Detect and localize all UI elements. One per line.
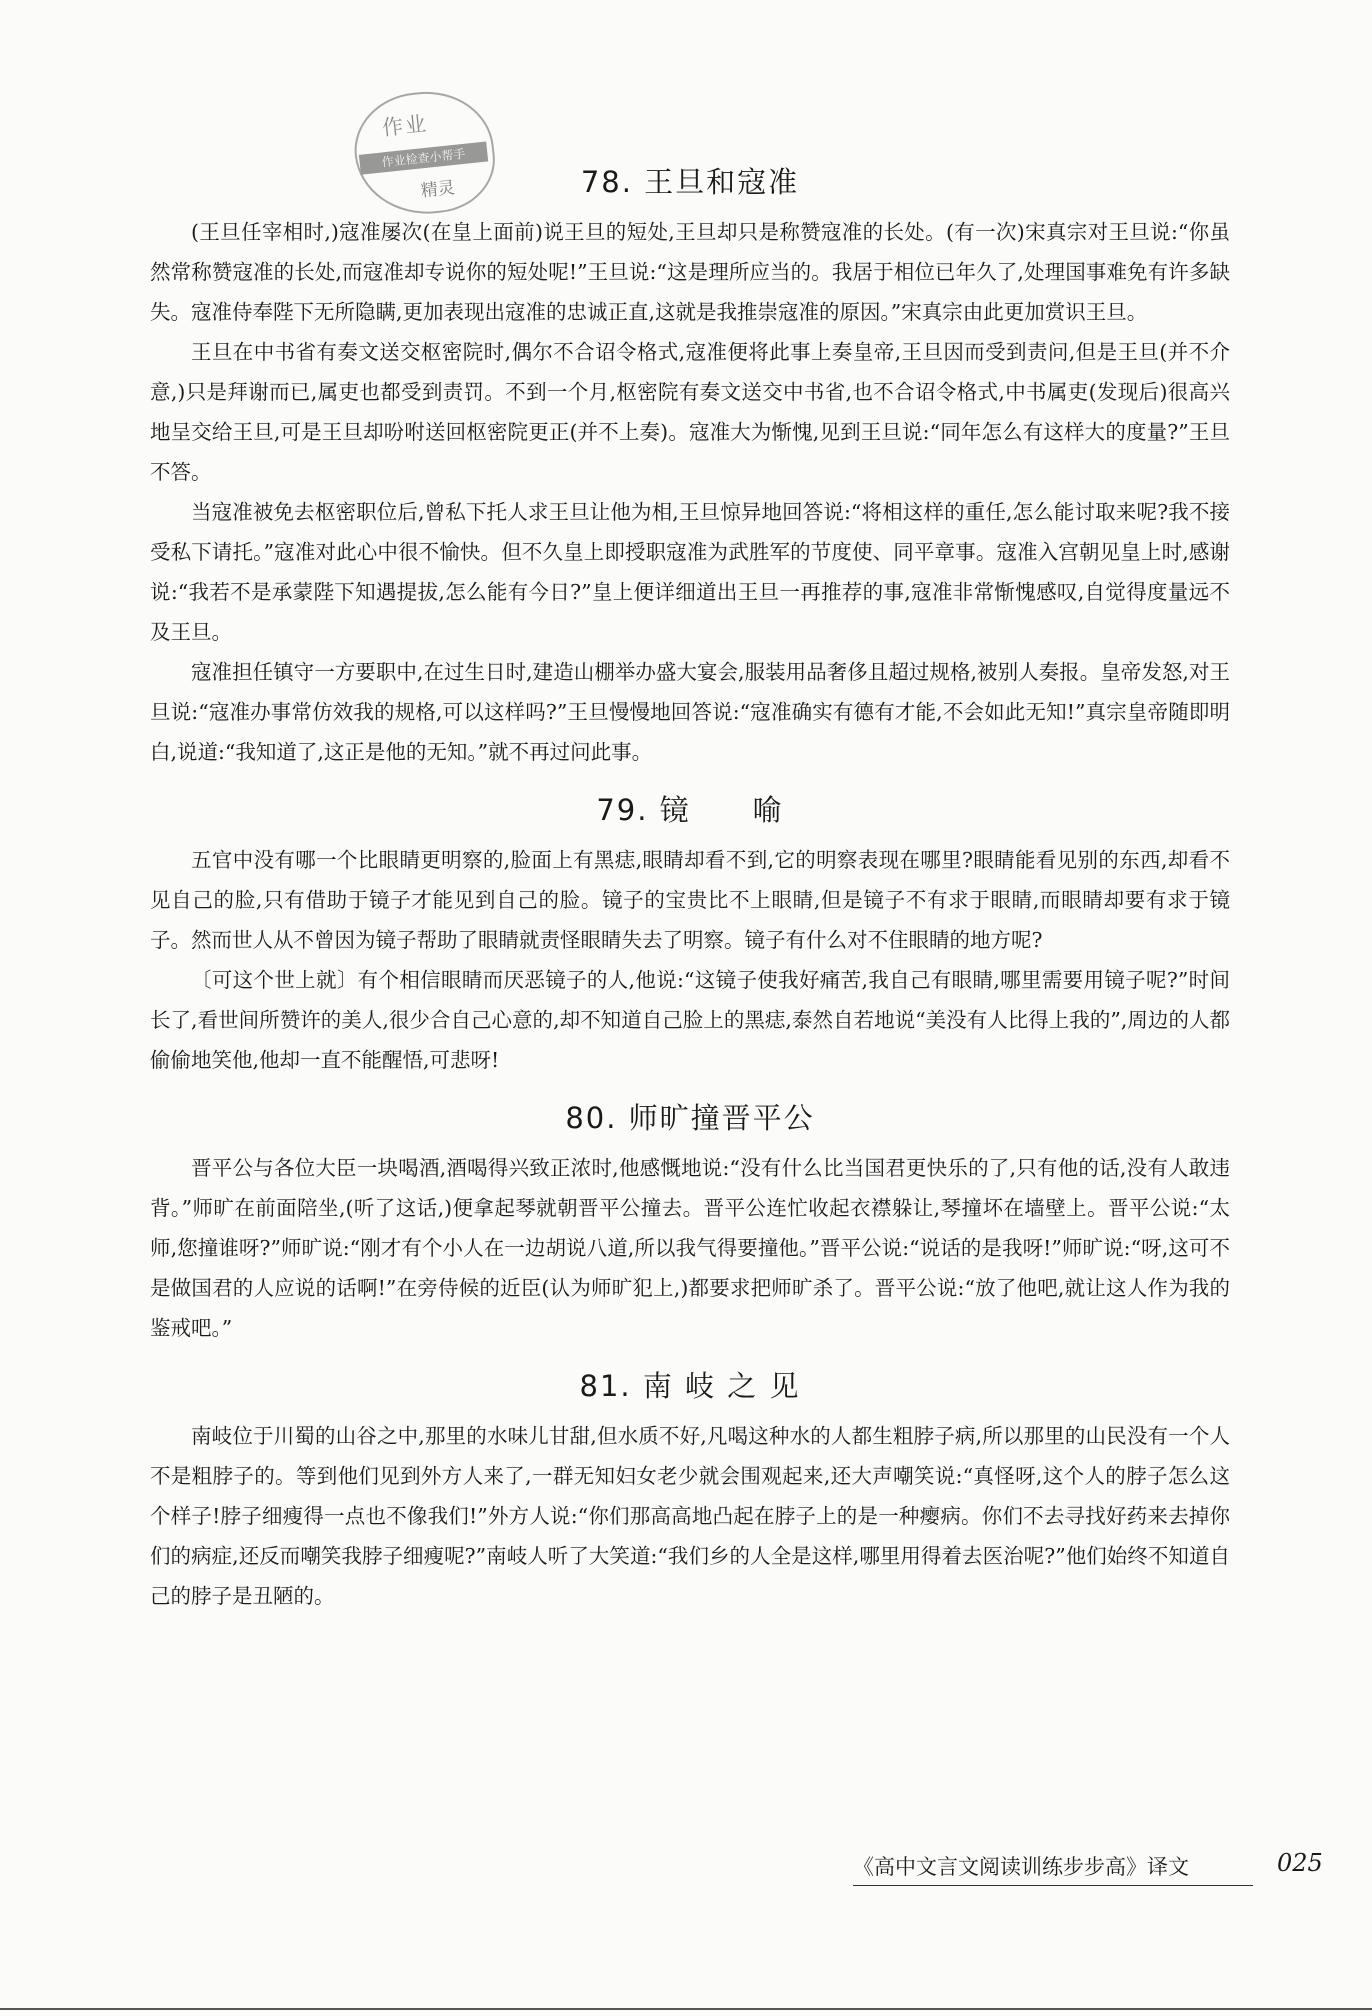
paragraph: 五官中没有哪一个比眼睛更明察的,脸面上有黑痣,眼睛却看不到,它的明察表现在哪里?眼睛能看见别的东西,却看不见自己的脸,只有借助于镜子才能见到自己的脸。镜子的宝贵比不上眼睛,但是镜子不有求于眼睛,而眼睛却要有求于镜子。然而世人从不曾因为镜子帮助了眼睛就责怪眼睛失去了明察。镜子有什么对不住眼睛的地方呢? [150,848,1230,952]
footer-rule [853,1885,1253,1886]
section-79 [150,780,1230,1080]
page-bottom-rule [0,2008,1372,2010]
paragraph: 晋平公与各位大臣一块喝酒,酒喝得兴致正浓时,他感慨地说:“没有什么比当国君更快乐的了,只有他的话,没有人敢违背。”师旷在前面陪坐,(听了这话,)便拿起琴就朝晋平公撞去。晋平公连忙收起衣襟躲让,琴撞坏在墙壁上。晋平公说:“太师,您撞谁呀?”师旷说:“刚才有个小人在一边胡说八道,所以我气得要撞他。”晋平公说:“说话的是我呀!”师旷说:“呀,这可不是做国君的人应说的话啊!”在旁侍候的近臣(认为师旷犯上,)都要求把师旷杀了。晋平公说:“放了他吧,就让这人作为我的鉴戒吧。” [150,1156,1230,1340]
section-78 [150,152,1230,772]
stamp-top-text: 作业 [380,111,430,141]
paragraph: 当寇准被免去枢密职位后,曾私下托人求王旦让他为相,王旦惊异地回答说:“将相这样的重任,怎么能讨取来呢?我不接受私下请托。”寇准对此心中很不愉快。但不久皇上即授职寇准为武胜军的节度使、同平章事。寇准入宫朝见皇上时,感谢说:“我若不是承蒙陛下知遇提拔,怎么能有今日?”皇上便详细道出王旦一再推荐的事,寇准非常惭愧感叹,自觉得度量远不及王旦。 [150,500,1230,644]
section-title: 81. 南 岐 之 见 [579,1369,801,1403]
stamp-middle-text: 作业检查小帮手 [359,141,488,174]
paragraph: 王旦在中书省有奏文送交枢密院时,偶尔不合诏令格式,寇准便将此事上奏皇帝,王旦因而受到责问,但是王旦(并不介意,)只是拜谢而已,属吏也都受到责罚。不到一个月,枢密院有奏文送交中书省,也不合诏令格式,中书属吏(发现后)很高兴地呈交给王旦,可是王旦却吩咐送回枢密院更正(并不上奏)。寇准大为惭愧,见到王旦说:“同年怎么有这样大的度量?”王旦不答。 [150,340,1230,484]
section-80 [150,1088,1230,1348]
paragraph: 〔可这个世上就〕有个相信眼睛而厌恶镜子的人,他说:“这镜子使我好痛苦,我自己有眼睛,哪里需要用镜子呢?”时间长了,看世间所赞许的美人,很少合自己心意的,却不知道自己脸上的黑痣,泰然自若地说“美没有人比得上我的”,周边的人都偷偷地笑他,他却一直不能醒悟,可悲呀! [150,968,1230,1072]
section-title: 80. 师旷撞晋平公 [565,1101,815,1135]
section-title: 79. 镜 喻 [596,793,784,827]
paragraph: (王旦任宰相时,)寇准屡次(在皇上面前)说王旦的短处,王旦却只是称赞寇准的长处。(有一次)宋真宗对王旦说:“你虽然常称赞寇准的长处,而寇准却专说你的短处呢!”王旦说:“这是理所应当的。我居于相位已年久了,处理国事难免有许多缺失。寇准侍奉陛下无所隐瞒,更加表现出寇准的忠诚正直,这就是我推崇寇准的原因。”宋真宗由此更加赏识王旦。 [150,220,1230,324]
footer-book-title: 《高中文言文阅读训练步步高》译文 [853,1855,1189,1879]
page-number: 025 [1277,1849,1323,1877]
section-81 [150,1356,1230,1616]
section-title: 78. 王旦和寇准 [580,165,800,199]
paragraph: 寇准担任镇守一方要职中,在过生日时,建造山棚举办盛大宴会,服装用品奢侈且超过规格,被别人奏报。皇帝发怒,对王旦说:“寇准办事常仿效我的规格,可以这样吗?”王旦慢慢地回答说:“寇准确实有德有才能,不会如此无知!”真宗皇帝随即明白,说道:“我知道了,这正是他的无知。”就不再过问此事。 [150,660,1230,764]
main-content [150,152,1230,1616]
stamp-bottom-text: 精灵 [419,178,456,202]
paragraph: 南岐位于川蜀的山谷之中,那里的水味儿甘甜,但水质不好,凡喝这种水的人都生粗脖子病,所以那里的山民没有一个人不是粗脖子的。等到他们见到外方人来了,一群无知妇女老少就会围观起来,还大声嘲笑说:“真怪呀,这个人的脖子怎么这个样子!脖子细瘦得一点也不像我们!”外方人说:“你们那高高地凸起在脖子上的是一种瘿病。你们不去寻找好药来去掉你们的病症,还反而嘲笑我脖子细瘦呢?”南岐人听了大笑道:“我们乡的人全是这样,哪里用得着去医治呢?”他们始终不知道自己的脖子是丑陋的。 [150,1424,1230,1608]
